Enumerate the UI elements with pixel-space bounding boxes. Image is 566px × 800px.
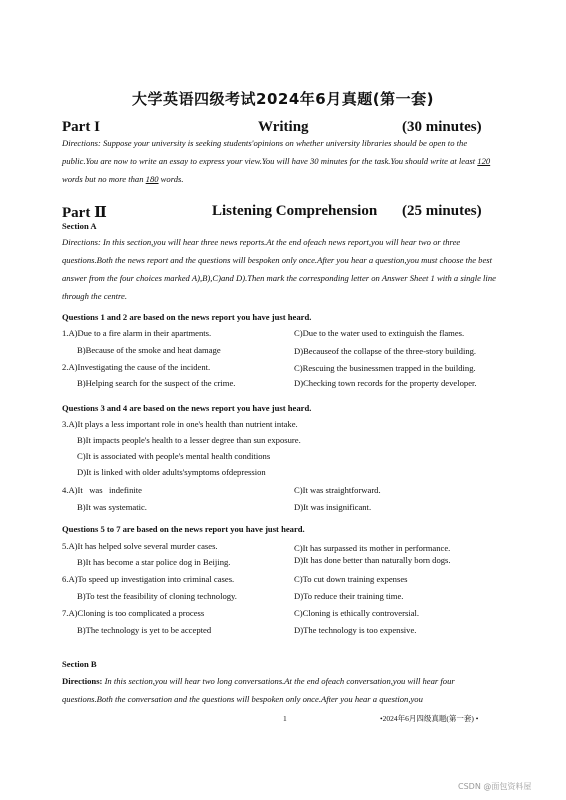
q2-option-c: C)Rescuing the businessmen trapped in the building. xyxy=(294,363,476,373)
q1-option-b: B)Because of the smoke and heat damage xyxy=(77,345,221,355)
page-number: 1 xyxy=(283,714,287,723)
section-a-heading: Section A xyxy=(62,221,97,231)
question-group-heading-2: Questions 3 and 4 are based on the news report you have just heard. xyxy=(62,403,312,413)
q5-option-b: B)It has become a star police dog in Beijing. xyxy=(77,557,231,567)
q7-option-a: 7.A)Cloning is too complicated a process xyxy=(62,608,205,618)
q1-option-c: C)Due to the water used to extinguish the flames. xyxy=(294,328,465,338)
question-group-heading-1: Questions 1 and 2 are based on the news report you have just heard. xyxy=(62,312,312,322)
q5-option-d: D)It has done better than naturally born dogs. xyxy=(294,555,451,565)
max-words: 180 xyxy=(145,174,159,184)
q7-option-b: B)The technology is yet to be accepted xyxy=(77,625,212,635)
section-a-directions: Directions: In this section,you will hear three news reports.At the end ofeach news report,you will hear two or three questions.Both the news report and the questions will bespoken only once.After you hear a question,you must choose the best answer from the four choices marked A),B),C)and D).Then mark the corresponding letter on Answer Sheet 1 with a single line through the centre. xyxy=(62,237,496,301)
q6-option-a: 6.A)To speed up investigation into criminal cases. xyxy=(62,574,235,584)
part1-directions-prefix: Directions: Suppose your university is seeking students'opinions on whether university libraries should be open to the public.You are now to write an essay to express your view.You will have 30 minutes for the task.You should write at least xyxy=(62,138,478,166)
q4-option-d: D)It was insignificant. xyxy=(294,502,372,512)
q6-option-b: B)To test the feasibility of cloning technology. xyxy=(77,591,237,601)
part1-label: Part I xyxy=(62,119,100,135)
q4-option-b: B)It was systematic. xyxy=(77,502,147,512)
q6-option-c: C)To cut down training expenses xyxy=(294,574,408,584)
watermark: CSDN @面包资料屋 xyxy=(458,782,532,791)
q4-option-a: 4.A)It was indefinite xyxy=(62,485,142,495)
q1-option-a: 1.A)Due to a fire alarm in their apartments. xyxy=(62,328,212,338)
section-b-directions xyxy=(62,672,502,708)
question-group-heading-3: Questions 5 to 7 are based on the news report you have just heard. xyxy=(62,524,305,534)
q7-option-c: C)Cloning is ethically controversial. xyxy=(294,608,420,618)
q2-option-a: 2.A)Investigating the cause of the incident. xyxy=(62,362,211,372)
q4-option-c: C)It was straightforward. xyxy=(294,485,381,495)
exam-title: 大学英语四级考试2024年6月真题(第一套) xyxy=(132,90,434,108)
q5-option-c: C)It has surpassed its mother in performance. xyxy=(294,543,451,553)
q2-option-b: B)Helping search for the suspect of the crime. xyxy=(77,378,236,388)
section-b-directions-text: In this section,you will hear two long conversations.At the end ofeach conversation,you will hear four questions.Both the conversation and the questions will bespoken only once.After you hear a question,you xyxy=(62,676,455,704)
part1-directions xyxy=(62,134,502,188)
part1-name: Writing xyxy=(258,119,309,135)
part2-name: Listening Comprehension xyxy=(212,203,378,219)
part2-label: Part Ⅱ xyxy=(62,205,107,221)
section-b-heading: Section B xyxy=(62,659,97,669)
q3-option-a: 3.A)It plays a less important role in one's health than nutrient intake. xyxy=(62,419,298,429)
q6-option-d: D)To reduce their training time. xyxy=(294,591,404,601)
q3-option-d: D)It is linked with older adults'symptoms ofdepression xyxy=(77,467,266,477)
part1-directions-middle: words but no more than xyxy=(62,174,146,184)
part1-time: (30 minutes) xyxy=(402,119,482,135)
part1-directions-suffix: words. xyxy=(158,174,184,184)
q7-option-d: D)The technology is too expensive. xyxy=(294,625,417,635)
part2-time: (25 minutes) xyxy=(402,203,482,219)
q3-option-b: B)It impacts people's health to a lesser degree than sun exposure. xyxy=(77,435,301,445)
q2-option-d: D)Checking town records for the property developer. xyxy=(294,378,477,388)
q5-option-a: 5.A)It has helped solve several murder cases. xyxy=(62,541,218,551)
section-b-directions-label: Directions: xyxy=(62,676,103,686)
running-title: •2024年6月四级真题(第一套) • xyxy=(380,714,479,723)
q1-option-d: D)Becauseof the collapse of the three-story building. xyxy=(294,346,477,356)
min-words: 120 xyxy=(477,156,491,166)
q3-option-c: C)It is associated with people's mental health conditions xyxy=(77,451,271,461)
